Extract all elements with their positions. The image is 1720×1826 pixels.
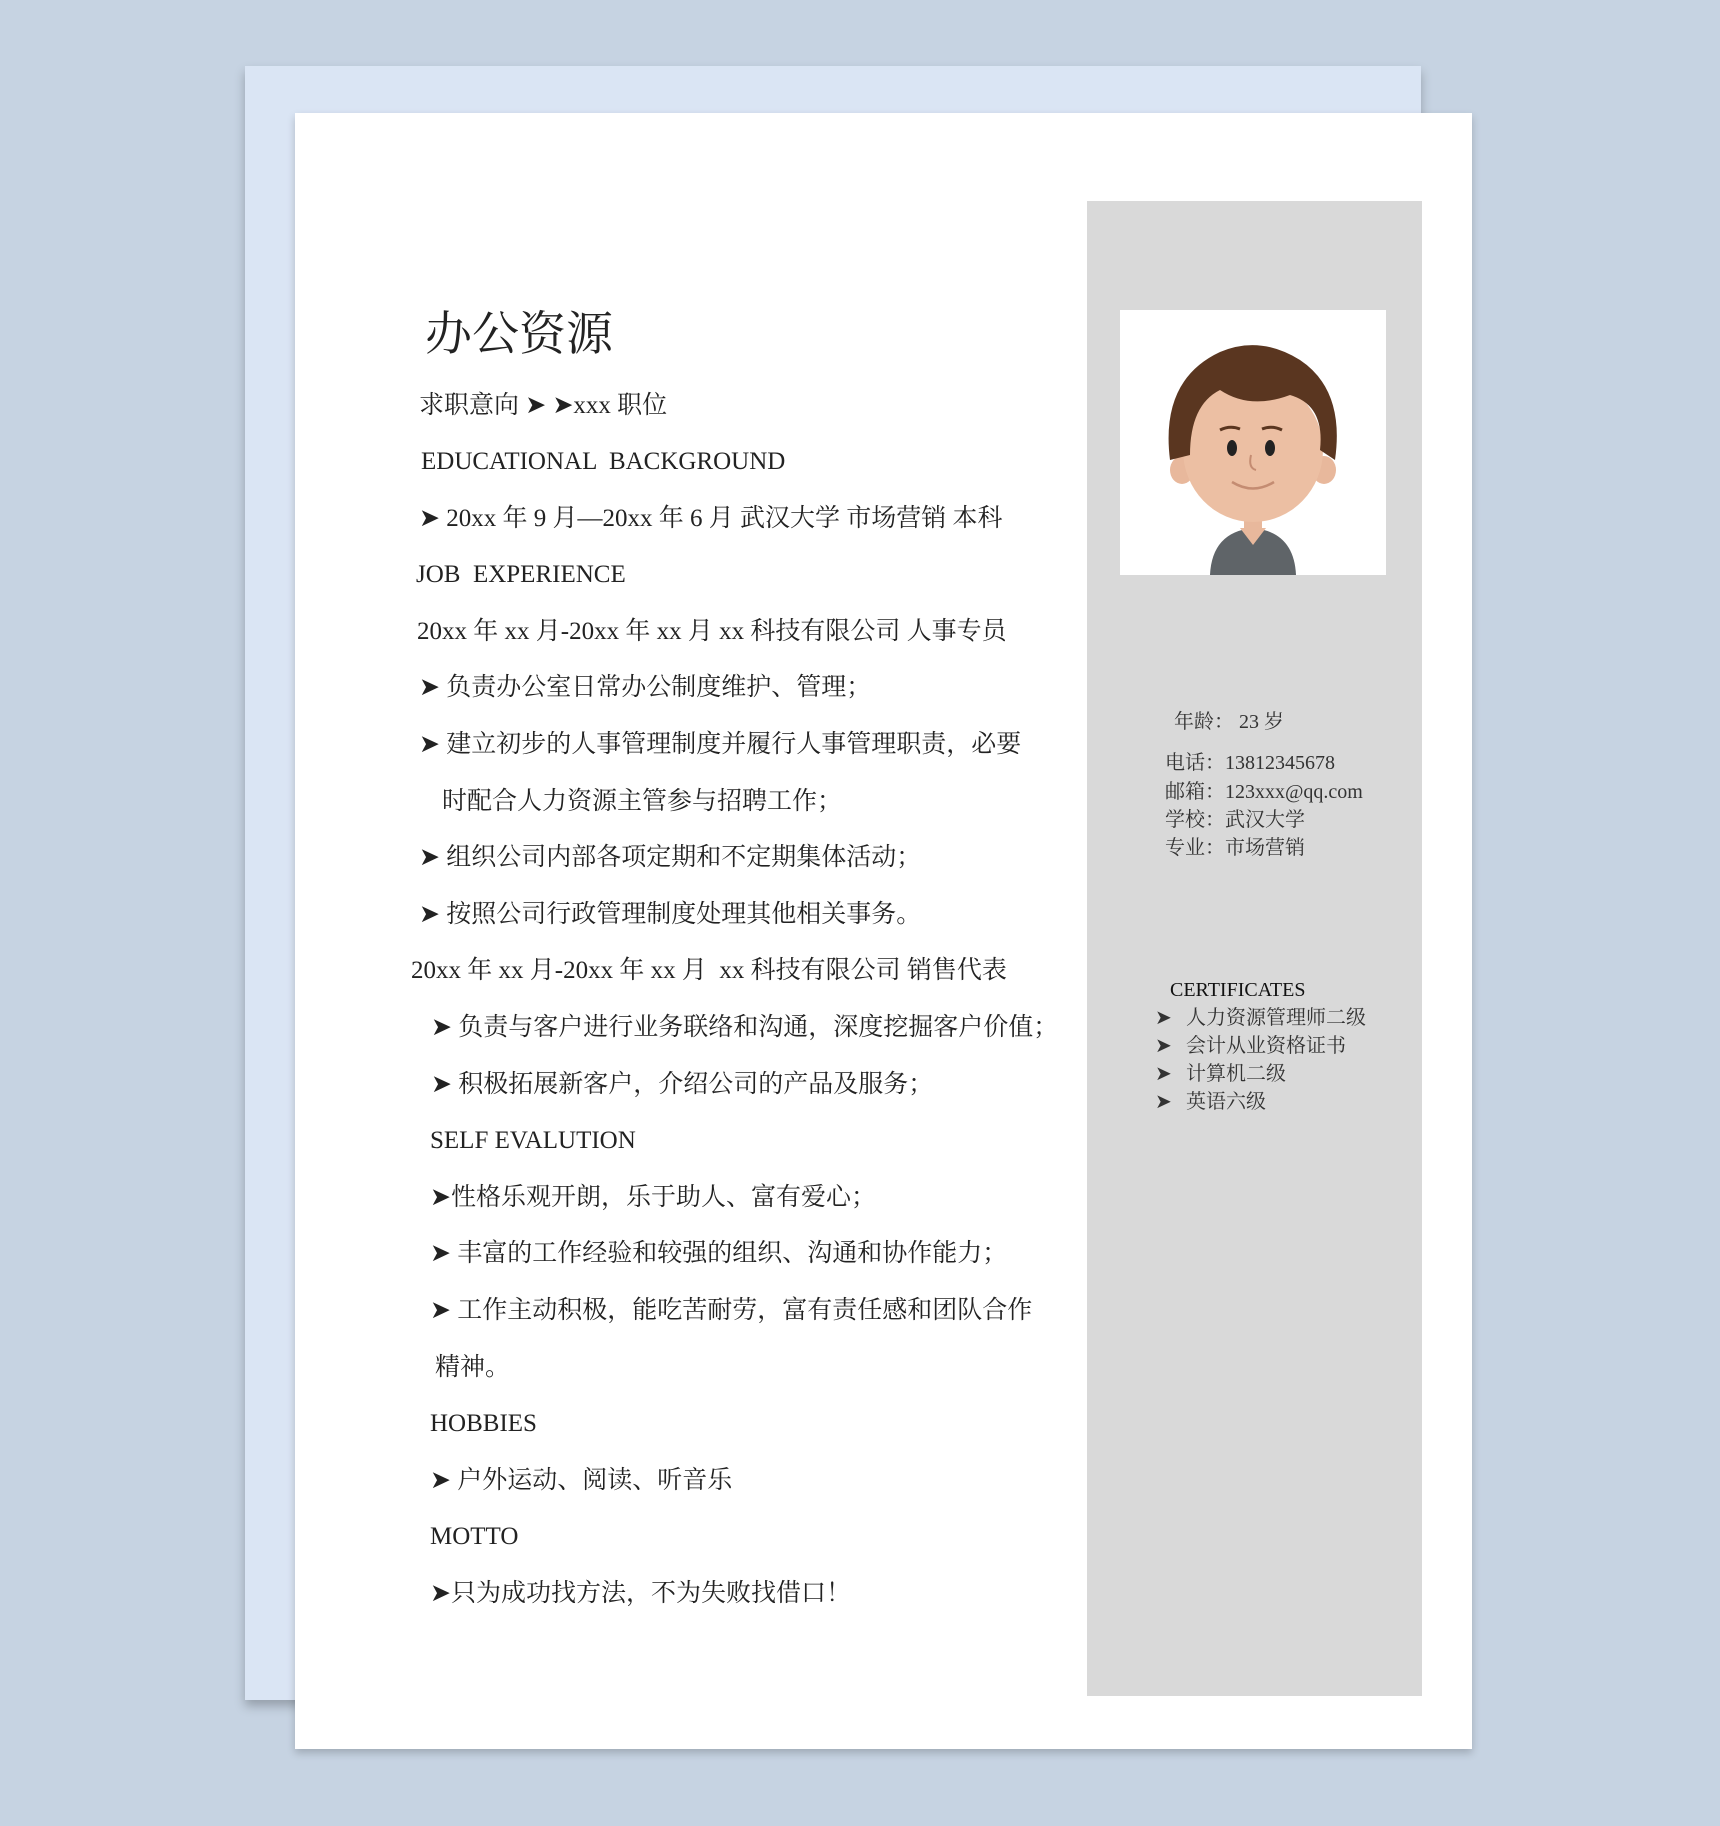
school-field: 学校：武汉大学 xyxy=(1165,809,1305,831)
resume-line: ➤性格乐观开朗，乐于助人、富有爱心； xyxy=(430,1184,876,1211)
resume-title: 办公资源 xyxy=(425,309,613,361)
phone-field: 电话：13812345678 xyxy=(1165,752,1335,774)
certificate-item: 人力资源管理师二级 xyxy=(1186,1007,1366,1029)
bullet-arrow-icon: ➤ xyxy=(1155,1035,1172,1057)
cartoon-avatar-icon xyxy=(1120,310,1386,575)
email-field: 邮箱：123xxx@qq.com xyxy=(1165,781,1363,803)
age-field: 年龄： 23 岁 xyxy=(1174,711,1284,733)
bullet-arrow-icon: ➤ xyxy=(1155,1091,1172,1113)
resume-line: ➤ 工作主动积极，能吃苦耐劳，富有责任感和团队合作 xyxy=(430,1297,1033,1324)
resume-line: ➤ 建立初步的人事管理制度并履行人事管理职责，必要 xyxy=(419,731,1022,758)
resume-line: ➤ 丰富的工作经验和较强的组织、沟通和协作能力； xyxy=(430,1240,1008,1267)
resume-line: 20xx 年 xx 月-20xx 年 xx 月 xx 科技有限公司 人事专员 xyxy=(417,618,1007,645)
resume-line: ➤ 户外运动、阅读、听音乐 xyxy=(430,1467,733,1494)
resume-line: MOTTO xyxy=(430,1523,519,1550)
certificate-item: 会计从业资格证书 xyxy=(1186,1035,1346,1057)
major-field: 专业：市场营销 xyxy=(1165,837,1305,859)
avatar xyxy=(1120,310,1386,575)
resume-line: ➤ 负责与客户进行业务联络和沟通，深度挖掘客户价值； xyxy=(431,1014,1059,1041)
resume-line: ➤只为成功找方法，不为失败找借口！ xyxy=(430,1580,851,1607)
resume-line: SELF EVALUTION xyxy=(430,1127,636,1154)
resume-line: EDUCATIONAL BACKGROUND xyxy=(421,448,786,475)
certificate-item: 计算机二级 xyxy=(1186,1063,1286,1085)
resume-line: ➤ 20xx 年 9 月—20xx 年 6 月 武汉大学 市场营销 本科 xyxy=(419,505,1003,532)
resume-line: 求职意向 ➤ ➤xxx 职位 xyxy=(419,392,668,419)
resume-line: 精神。 xyxy=(435,1354,511,1381)
resume-line: 时配合人力资源主管参与招聘工作； xyxy=(442,788,843,815)
certificates-heading: CERTIFICATES xyxy=(1170,979,1306,1001)
resume-line: ➤ 负责办公室日常办公制度维护、管理； xyxy=(419,674,872,701)
resume-line: ➤ 积极拓展新客户，介绍公司的产品及服务； xyxy=(431,1071,934,1098)
bullet-arrow-icon: ➤ xyxy=(1155,1007,1172,1029)
resume-line: ➤ 组织公司内部各项定期和不定期集体活动； xyxy=(419,844,922,871)
resume-line: ➤ 按照公司行政管理制度处理其他相关事务。 xyxy=(419,901,922,928)
certificate-item: 英语六级 xyxy=(1186,1091,1266,1113)
resume-line: 20xx 年 xx 月-20xx 年 xx 月 xx 科技有限公司 销售代表 xyxy=(411,957,1007,984)
resume-line: HOBBIES xyxy=(430,1410,537,1437)
bullet-arrow-icon: ➤ xyxy=(1155,1063,1172,1085)
resume-line: JOB EXPERIENCE xyxy=(416,561,626,588)
